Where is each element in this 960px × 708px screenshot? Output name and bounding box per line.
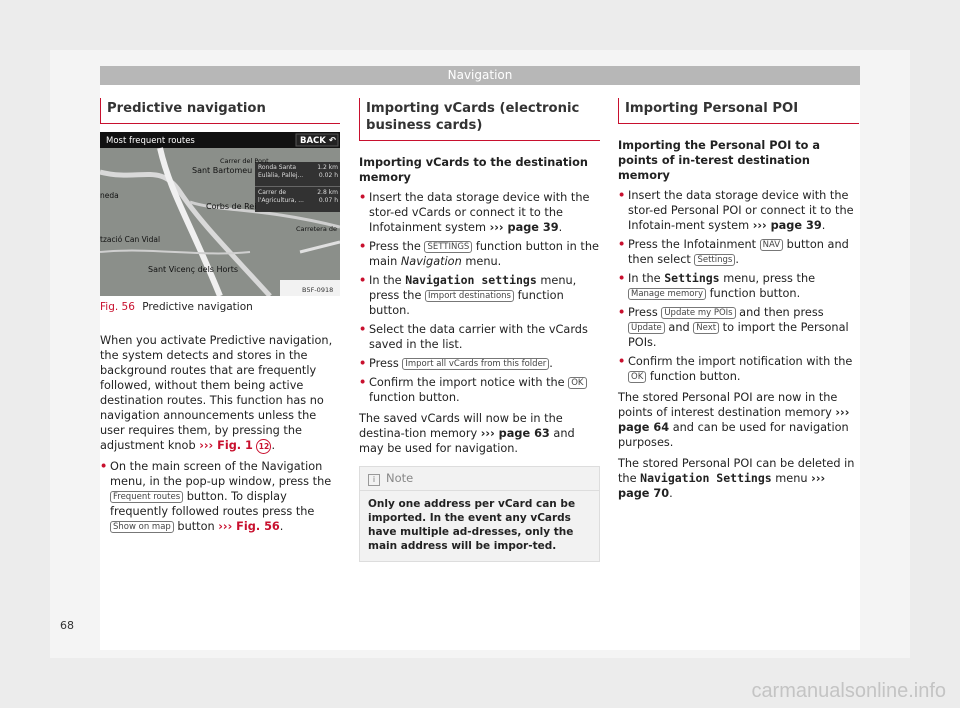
section-title: Predictive navigation bbox=[100, 98, 340, 124]
text: The stored Personal POI are now in the points of interest destination memory bbox=[618, 391, 838, 419]
list-item bbox=[359, 322, 600, 352]
nav-button[interactable]: NAV bbox=[760, 239, 783, 251]
text: Press the bbox=[369, 240, 421, 253]
map-label: Sant Vicenç dels Horts bbox=[148, 265, 239, 274]
text: menu. bbox=[465, 255, 502, 268]
ref-text: Fig. 56 bbox=[236, 520, 280, 533]
list-item bbox=[100, 459, 340, 534]
fig-reference-link[interactable] bbox=[199, 439, 253, 452]
arrow-icon: ››› bbox=[480, 427, 495, 440]
text: . bbox=[271, 439, 276, 452]
ok-button[interactable]: OK bbox=[568, 377, 586, 389]
menu-name: Navigation Settings bbox=[640, 471, 772, 485]
map-label: neda bbox=[100, 191, 119, 200]
text: The saved vCards will now be in the destina-tion memory bbox=[359, 412, 563, 440]
route-name-2: l'Agricultura, ... bbox=[258, 197, 304, 204]
text: button. To display frequently followed routes press the bbox=[110, 490, 315, 518]
route-name: Carrer de bbox=[258, 189, 287, 196]
route-item[interactable] bbox=[258, 164, 338, 180]
route-name: Ronda Santa bbox=[258, 164, 297, 171]
column-importing-personal-poi bbox=[618, 98, 859, 506]
ref-text: Fig. 1 bbox=[217, 439, 253, 452]
screen-title: Most frequent routes bbox=[106, 136, 195, 146]
menu-name: Navigation settings bbox=[405, 273, 537, 287]
page-reference-link[interactable] bbox=[481, 427, 550, 440]
ref-text: page 64 bbox=[618, 421, 670, 434]
note-box bbox=[359, 466, 600, 562]
text: Confirm the import notification with the bbox=[628, 355, 853, 368]
paragraph bbox=[618, 456, 859, 501]
text: function button. bbox=[709, 287, 801, 300]
arrow-icon: ››› bbox=[199, 439, 214, 452]
knob-number-badge: 12 bbox=[256, 439, 271, 454]
page-reference-link[interactable] bbox=[753, 219, 822, 232]
arrow-icon: ››› bbox=[489, 221, 504, 234]
map-label: tzació Can Vidal bbox=[100, 235, 161, 244]
text: menu, press the bbox=[723, 272, 816, 285]
update-my-pois-button[interactable]: Update my POIs bbox=[661, 307, 735, 319]
menu-name: Navigation bbox=[400, 255, 462, 268]
frequent-routes-button[interactable]: Frequent routes bbox=[110, 491, 183, 503]
text: . bbox=[279, 520, 284, 533]
arrow-icon: ››› bbox=[752, 219, 767, 232]
update-button[interactable]: Update bbox=[628, 322, 665, 334]
text: When you activate Predictive navigation, the system detects and stores in the background routes that are frequently followed, without them being active destination routes. This function has no navigation announcements unless the user requires them, by pressing the adjustment knob bbox=[100, 334, 333, 452]
list-item: • Press the Infotainment NAV button and then select Settings . bbox=[618, 237, 859, 267]
subheading: Importing the Personal POI to a points of in-terest destination memory bbox=[618, 139, 820, 182]
menu-name: Settings bbox=[664, 271, 720, 285]
map-label: Carrer del Pont bbox=[220, 157, 269, 165]
list-item: • Press Import all vCards from this folder . bbox=[359, 356, 600, 371]
fig-reference-link[interactable] bbox=[218, 520, 280, 533]
figure-caption-text: Predictive navigation bbox=[142, 301, 253, 313]
list-item: • Insert the data storage device with the stor-ed Personal POI or connect it to the Infotain-ment system ››› page 39. bbox=[618, 188, 859, 233]
list-item bbox=[359, 273, 600, 318]
text: On the main screen of the Navigation menu, in the pop-up window, press the bbox=[110, 460, 332, 488]
ref-text: page 39 bbox=[507, 221, 559, 234]
show-on-map-button[interactable]: Show on map bbox=[110, 521, 174, 533]
map-label: Sant Bartomeu bbox=[192, 166, 253, 175]
settings-button[interactable]: Settings bbox=[694, 254, 735, 266]
text: In the bbox=[369, 274, 402, 287]
text: button and then select bbox=[628, 238, 849, 266]
ref-text: page 63 bbox=[498, 427, 550, 440]
arrow-icon: ››› bbox=[835, 406, 850, 419]
text: to import the Personal POIs. bbox=[628, 321, 849, 349]
text: Press bbox=[369, 357, 399, 370]
text: function button in the main bbox=[369, 240, 599, 268]
page-reference-link[interactable] bbox=[490, 221, 559, 234]
route-name-2: Eulàlia, Pallej... bbox=[258, 172, 304, 179]
import-all-vcards-button[interactable]: Import all vCards from this folder bbox=[402, 358, 549, 370]
list-item: • Insert the data storage device with the stor-ed vCards or connect it to the Infotainment system ››› page 39. bbox=[359, 190, 600, 235]
arrow-icon: ››› bbox=[811, 472, 826, 485]
text: button bbox=[177, 520, 215, 533]
note-body: Only one address per vCard can be imported. In the event any vCards have multiple ad-dresses, only the main address will be impor-ted. bbox=[368, 498, 576, 552]
text: Insert the data storage device with the stor-ed vCards or connect it to the Infotainment system bbox=[369, 191, 590, 234]
info-icon: i bbox=[368, 474, 380, 486]
import-destinations-button[interactable]: Import destinations bbox=[425, 290, 514, 302]
figure-caption bbox=[100, 300, 340, 315]
text: and can be used for navigation purposes. bbox=[618, 421, 849, 449]
subheading: Importing vCards to the destination memory bbox=[359, 156, 588, 184]
text: and may be used for navigation. bbox=[359, 427, 575, 455]
route-distance: 1.2 km bbox=[317, 164, 338, 171]
text: function button. bbox=[649, 370, 741, 383]
text: and then press bbox=[739, 306, 824, 319]
list-item bbox=[359, 375, 600, 405]
back-arrow-icon: ↶ bbox=[328, 136, 336, 146]
settings-button[interactable]: SETTINGS bbox=[424, 241, 472, 253]
route-item[interactable] bbox=[258, 189, 338, 205]
text: Select the data carrier with the vCards saved in the list. bbox=[369, 323, 588, 351]
section-title: Importing Personal POI bbox=[618, 98, 859, 124]
list-item bbox=[618, 354, 859, 384]
column-predictive-navigation bbox=[100, 98, 340, 538]
text: Insert the data storage device with the stor-ed Personal POI or connect it to the Infotain-ment system bbox=[628, 189, 854, 232]
text: Press the Infotainment bbox=[628, 238, 757, 251]
route-distance: 2.8 km bbox=[317, 189, 338, 196]
paragraph bbox=[618, 390, 859, 450]
list-item bbox=[618, 305, 859, 350]
navigation-screen-figure bbox=[100, 132, 340, 296]
text: . bbox=[669, 487, 673, 500]
arrow-icon: ››› bbox=[218, 520, 233, 533]
text: Confirm the import notice with the bbox=[369, 376, 565, 389]
manage-memory-button[interactable]: Manage memory bbox=[628, 288, 706, 300]
paragraph bbox=[100, 333, 340, 454]
map-label: Corbs de Rei bbox=[206, 202, 257, 211]
section-title: Importing vCards (electronic business cards) bbox=[359, 98, 600, 141]
list-item bbox=[618, 271, 859, 301]
text: menu bbox=[775, 472, 808, 485]
route-time: 0.07 h bbox=[318, 197, 338, 204]
text: Press bbox=[628, 306, 658, 319]
text: and bbox=[668, 321, 690, 334]
next-button[interactable]: Next bbox=[693, 322, 719, 334]
list-item bbox=[359, 239, 600, 269]
text: menu, press the bbox=[369, 274, 577, 302]
note-header bbox=[360, 467, 599, 491]
watermark: carmanualsonline.info bbox=[751, 680, 946, 702]
chapter-header: Navigation bbox=[100, 66, 860, 85]
text: The stored Personal POI can be deleted in the bbox=[618, 457, 855, 485]
ok-button[interactable]: OK bbox=[628, 371, 646, 383]
route-time: 0.02 h bbox=[318, 172, 338, 179]
back-button[interactable] bbox=[300, 134, 336, 149]
map-label: Carretera de bbox=[296, 225, 338, 233]
note-title: Note bbox=[386, 471, 414, 485]
figure-code: B5F-0918 bbox=[302, 286, 334, 294]
figure-number: Fig. 56 bbox=[100, 301, 135, 313]
text: In the bbox=[628, 272, 661, 285]
page-number: 68 bbox=[60, 619, 74, 632]
ref-text: page 39 bbox=[770, 219, 822, 232]
back-label: BACK bbox=[300, 136, 326, 146]
paragraph bbox=[359, 411, 600, 456]
text: function button. bbox=[369, 391, 460, 404]
text: function button. bbox=[369, 289, 564, 317]
column-importing-vcards bbox=[359, 98, 600, 562]
ref-text: page 70 bbox=[618, 487, 670, 500]
